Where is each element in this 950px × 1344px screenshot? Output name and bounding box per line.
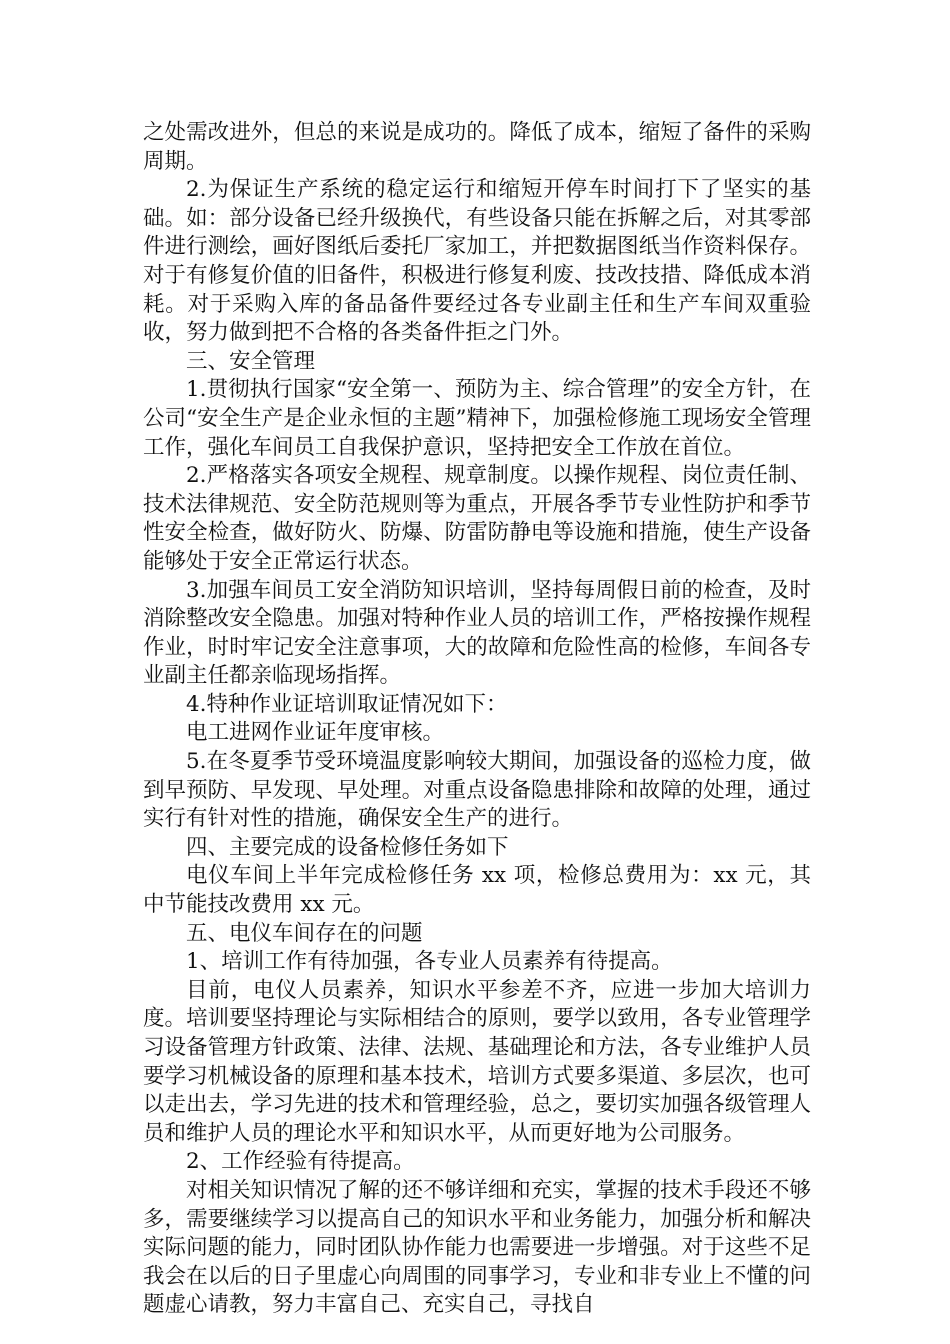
section-heading-problems: 五、电仪车间存在的问题 [186,920,423,946]
paragraph-safety-item-3: 3.加强车间员工安全消防知识培训，坚持每周假日前的检查，及时消除整改安全隐患。加强对特种作业人员的培训工作，严格按操作规程作业，时时牢记安全注意事项，大的故障和危险性高的检修，车间各专业副主任都亲临现场指挥。 [143,577,811,689]
paragraph-maintenance-summary: 电仪车间上半年完成检修任务 xx 项，检修总费用为：xx 元，其中节能技改费用 xx 元。 [143,863,811,918]
paragraph-safety-item-5: 5.在冬夏季节受环境温度影响较大期间，加强设备的巡检力度，做到早预防、早发现、早处理。对重点设备隐患排除和故障的处理，通过实行有针对性的措施，确保安全生产的进行。 [143,749,811,832]
paragraph-problem-1-heading: 1、培训工作有待加强，各专业人员素养有待提高。 [186,949,673,975]
paragraph-safety-item-2: 2.严格落实各项安全规程、规章制度。以操作规程、岗位责任制、技术法律规范、安全防范规则等为重点，开展各季节专业性防护和季节性安全检查，做好防火、防爆、防雷防静电等设施和措施，使生产设备能够处于安全正常运行状态。 [143,463,811,574]
document-body [143,119,811,1320]
section-heading-safety-management: 三、安全管理 [186,348,316,374]
paragraph-safety-item-4: 4.特种作业证培训取证情况如下： [186,691,508,717]
paragraph-experience-details: 对相关知识情况了解的还不够详细和充实，掌握的技术手段还不够多，需要继续学习以提高自己的知识水平和业务能力，加强分析和解决实际问题的能力，同时团队协作能力也需要进一步增强。对于这些不足我会在以后的日子里虚心向周围的同事学习，专业和非专业上不懂的问题虚心请教，努力丰富自己、充实自己，寻找自 [143,1177,811,1318]
paragraph-item-2-spare-parts: 2.为保证生产系统的稳定运行和缩短开停车时间打下了坚实的基础。如：部分设备已经升级换代，有些设备只能在拆解之后，对其零部件进行测绘，画好图纸后委托厂家加工，并把数据图纸当作资料保存。对于有修复价值的旧备件，积极进行修复利废、技改技措、降低成本消耗。对于采购入库的备品备件要经过各专业副主任和生产车间双重验收，努力做到把不合格的各类备件拒之门外。 [143,177,811,346]
paragraph-safety-item-1: 1.贯彻执行国家“安全第一、预防为主、综合管理”的安全方针，在公司“安全生产是企业永恒的主题”精神下，加强检修施工现场安全管理工作，强化车间员工自我保护意识，坚持把安全工作放在首位。 [143,377,811,460]
section-heading-maintenance-tasks: 四、主要完成的设备检修任务如下 [186,834,509,860]
paragraph-problem-2-heading: 2、工作经验有待提高。 [186,1149,415,1175]
paragraph-continuation: 之处需改进外，但总的来说是成功的。降低了成本，缩短了备件的采购周期。 [143,120,811,174]
paragraph-certificate-note: 电工进网作业证年度审核。 [186,720,445,746]
paragraph-training-details: 目前，电仪人员素养，知识水平参差不齐，应进一步加大培训力度。培训要坚持理论与实际相结合的原则，要学以致用，各专业管理学习设备管理方针政策、法律、法规、基础理论和方法，各专业维护人员要学习机械设备的原理和基本技术，培训方式要多渠道、多层次，也可以走出去，学习先进的技术和管理经验，总之，要切实加强各级管理人员和维护人员的理论水平和知识水平，从而更好地为公司服务。 [143,977,811,1146]
